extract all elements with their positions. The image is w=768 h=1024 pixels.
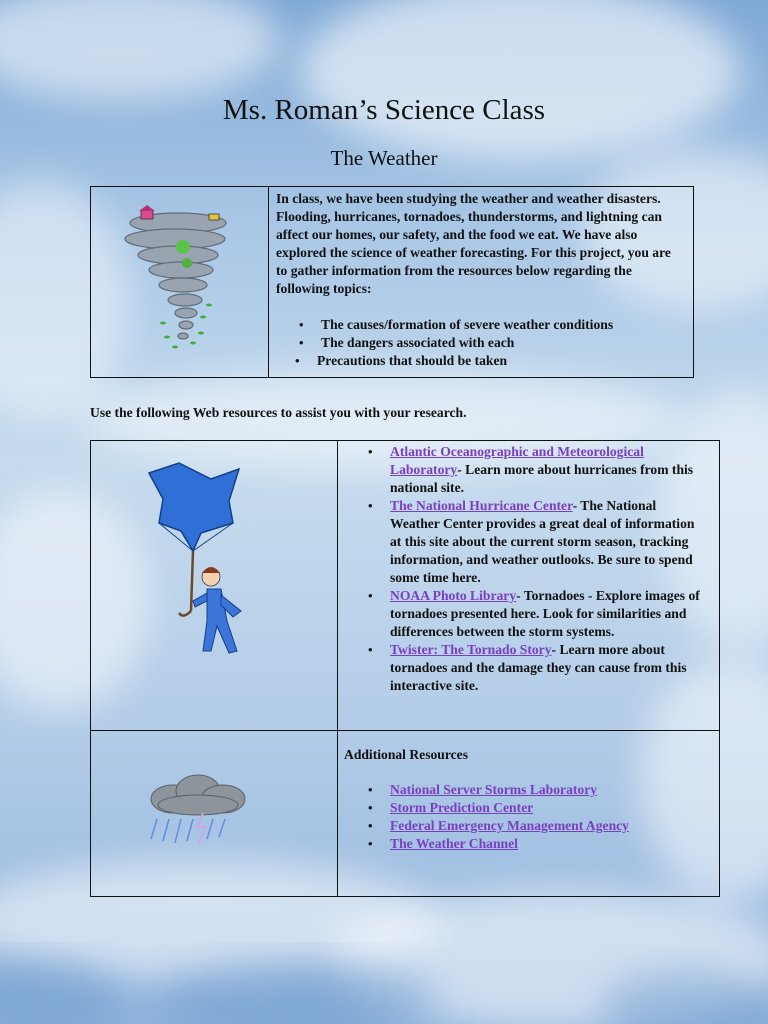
intro-paragraph: In class, we have been studying the weather and weather disasters. Flooding, hurricanes, tornadoes, thunderstorms, and lightning can affect our homes, our safety, and the food we eat. We have also explored the science of weather forecasting. For this project, you are to gather information from the resources below regarding the following topics:	[276, 191, 671, 296]
intro-text-cell	[269, 187, 694, 378]
link-nssl[interactable]: National Server Storms Laboratory	[390, 782, 598, 797]
list-item	[390, 817, 709, 835]
list-item: • Twister: The Tornado Story- Learn more about tornadoes and the damage they can cause from this interactive site.	[390, 641, 701, 695]
list-item: • The causes/formation of severe weather conditions	[321, 316, 685, 334]
link-weather-channel[interactable]: The Weather Channel	[390, 836, 518, 851]
list-item: • The National Hurricane Center- The National Weather Center provides a great deal of information at this site about the current storm season, tracking information, and weather outlooks. Be sure to spend some time here.	[390, 497, 701, 587]
list-item	[390, 799, 709, 817]
resources-list	[338, 441, 719, 695]
resource-link-twister[interactable]: Twister: The Tornado Story	[390, 642, 552, 657]
list-item: • The dangers associated with each	[321, 334, 685, 352]
link-spc[interactable]: Storm Prediction Center	[390, 800, 534, 815]
link-fema[interactable]: Federal Emergency Management Agency	[390, 818, 629, 833]
resources-text-cell	[338, 441, 720, 731]
tornado-icon	[123, 205, 233, 355]
storm-cloud-icon	[143, 769, 253, 849]
list-item: • Precautions that should be taken	[321, 352, 685, 370]
list-item: • Atlantic Oceanographic and Meteorological Laboratory- Learn more about hurricanes from this national site.	[390, 443, 701, 497]
page-title: Ms. Roman’s Science Class	[222, 94, 546, 126]
additional-heading: Additional Resources	[344, 747, 468, 762]
list-item	[390, 781, 709, 799]
resources-image-cell	[91, 441, 338, 731]
additional-list	[338, 781, 719, 853]
resource-link-aoml[interactable]: Atlantic Oceanographic and Meteorological Laboratory	[390, 444, 644, 477]
umbrella-man-icon	[141, 461, 251, 661]
resources-table	[90, 440, 720, 897]
intro-image-cell	[91, 187, 269, 378]
list-item: • NOAA Photo Library- Tornadoes - Explore images of tornadoes presented here. Look for similarities and differences between the storm systems.	[390, 587, 701, 641]
resource-link-nhc[interactable]: The National Hurricane Center	[390, 498, 573, 513]
page-subtitle: The Weather	[330, 146, 438, 170]
list-item	[390, 835, 709, 853]
intro-table	[90, 186, 694, 378]
topics-list	[276, 316, 685, 370]
resource-link-noaa-photo[interactable]: NOAA Photo Library	[390, 588, 517, 603]
additional-text-cell	[338, 731, 720, 897]
additional-image-cell	[91, 731, 338, 897]
instruction-text: Use the following Web resources to assist you with your research.	[90, 405, 467, 420]
